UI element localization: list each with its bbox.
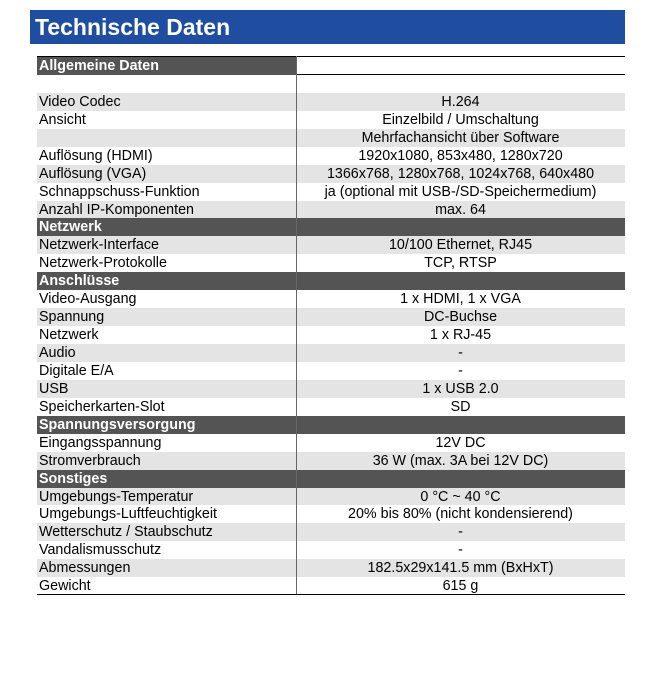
column-divider [296, 56, 297, 594]
title-bar [30, 10, 625, 44]
row-label: Wetterschutz / Staubschutz [39, 524, 213, 541]
row-value: 1 x USB 2.0 [422, 380, 499, 397]
row-label: Netzwerk-Interface [39, 237, 159, 254]
row-label: Abmessungen [39, 560, 131, 577]
table-row [37, 201, 625, 219]
row-value: 36 W (max. 3A bei 12V DC) [372, 452, 549, 469]
row-label: Video-Ausgang [39, 291, 137, 308]
table-row [37, 165, 625, 183]
table-bottom-border [37, 594, 625, 595]
table-row [37, 380, 625, 398]
row-value: 615 g [442, 578, 479, 595]
table-row [37, 434, 625, 452]
row-label: Speicherkarten-Slot [39, 398, 165, 415]
row-value: 1366x768, 1280x768, 1024x768, 640x480 [326, 165, 595, 182]
row-value: 1 x HDMI, 1 x VGA [400, 291, 521, 308]
table-row [37, 505, 625, 523]
section-header-label: Anschlüsse [39, 273, 120, 290]
table-row [37, 523, 625, 541]
section-header-label: Spannungsversorgung [39, 416, 196, 433]
page-title: Technische Daten [35, 14, 231, 40]
table-row [37, 398, 625, 416]
row-label: Eingangsspannung [39, 434, 162, 451]
row-label [37, 129, 296, 147]
row-label: USB [39, 380, 69, 397]
row-label: Umgebungs-Temperatur [39, 488, 194, 505]
table-row [37, 344, 625, 362]
section-header-label: Allgemeine Daten [37, 57, 296, 75]
table-row [37, 290, 625, 308]
section-header-label: Sonstiges [39, 470, 108, 487]
section-header-value [296, 470, 625, 488]
table-row [37, 559, 625, 577]
row-label: Schnappschuss-Funktion [39, 183, 200, 200]
row-value: - [458, 362, 463, 379]
row-label [37, 75, 296, 93]
section-header [37, 272, 625, 290]
table-row [37, 129, 625, 147]
section-header [37, 470, 625, 488]
row-value [296, 75, 625, 93]
section-header-label: Netzwerk [39, 219, 102, 236]
row-label: Auflösung (VGA) [39, 165, 147, 182]
row-label: Netzwerk-Protokolle [39, 255, 167, 272]
row-value: - [458, 542, 463, 559]
row-label: Ansicht [39, 111, 86, 128]
row-label: Anzahl IP-Komponenten [39, 201, 194, 218]
row-label: Video Codec [39, 93, 121, 110]
section-header-value [296, 416, 625, 434]
section-header [37, 218, 625, 236]
table-row [37, 147, 625, 165]
table-row [37, 541, 625, 559]
table-row [37, 488, 625, 506]
row-value: Einzelbild / Umschaltung [382, 111, 539, 128]
row-value: SD [450, 398, 471, 415]
row-value: 182.5x29x141.5 mm (BxHxT) [367, 560, 554, 577]
row-value: 10/100 Ethernet, RJ45 [388, 237, 533, 254]
row-value: - [458, 524, 463, 541]
row-value: ja (optional mit USB-/SD-Speichermedium) [324, 183, 597, 200]
row-label: Netzwerk [39, 327, 99, 344]
row-label: Spannung [39, 309, 105, 326]
section-header-value [296, 272, 625, 290]
table-row [37, 111, 625, 129]
row-label: Digitale E/A [39, 362, 114, 379]
row-label: Auflösung (HDMI) [39, 147, 153, 164]
row-value: 1920x1080, 853x480, 1280x720 [358, 147, 563, 164]
section-header-value [296, 57, 625, 75]
row-label: Umgebungs-Luftfeuchtigkeit [39, 506, 218, 523]
table-row [37, 254, 625, 272]
table-row [37, 326, 625, 344]
section-header [37, 416, 625, 434]
row-value: - [458, 345, 463, 361]
row-value: 20% bis 80% (nicht kondensierend) [348, 506, 573, 523]
table-row [37, 75, 625, 93]
table-row [37, 452, 625, 470]
row-label: Vandalismusschutz [39, 542, 162, 559]
table-row [37, 308, 625, 326]
row-value: 12V DC [435, 434, 486, 451]
section-header [37, 56, 625, 75]
row-value: max. 64 [435, 201, 486, 218]
section-header-value [296, 218, 625, 236]
table-row [37, 183, 625, 201]
row-value: 1 x RJ-45 [429, 327, 492, 344]
table-row [37, 236, 625, 254]
spec-table [37, 56, 625, 595]
table-row [37, 93, 625, 111]
row-value: H.264 [441, 93, 480, 110]
row-label: Stromverbrauch [39, 452, 141, 469]
row-label: Gewicht [39, 578, 91, 595]
row-value: 0 °C ~ 40 °C [420, 488, 501, 505]
row-value: Mehrfachansicht über Software [361, 129, 560, 146]
table-row [37, 577, 625, 595]
row-value: TCP, RTSP [424, 255, 497, 272]
table-row [37, 362, 625, 380]
row-value: DC-Buchse [423, 309, 498, 326]
row-label: Audio [39, 345, 76, 361]
